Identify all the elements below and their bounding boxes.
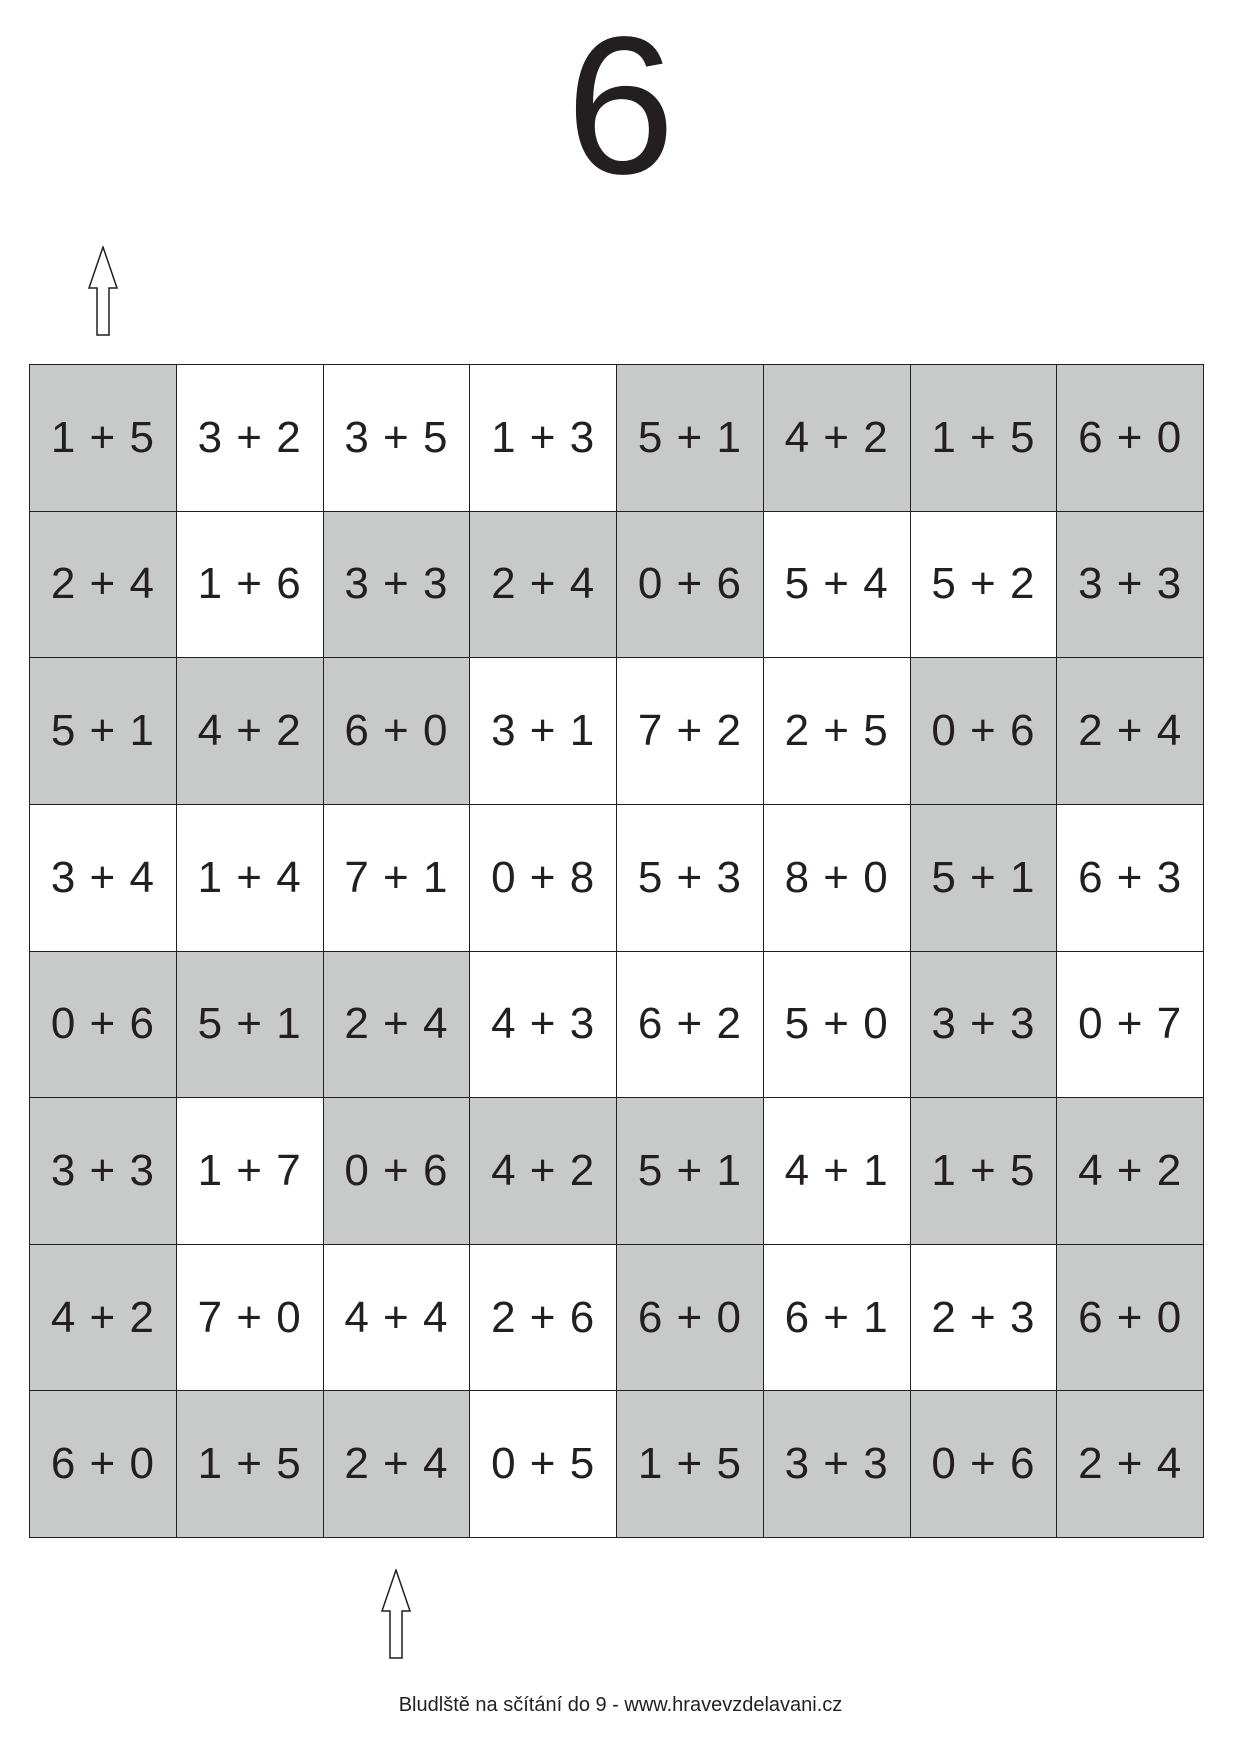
maze-cell[interactable]: 8 + 0 <box>764 805 911 952</box>
maze-cell[interactable]: 5 + 1 <box>617 1098 764 1245</box>
maze-cell[interactable]: 2 + 3 <box>911 1245 1058 1392</box>
maze-cell[interactable]: 4 + 2 <box>470 1098 617 1245</box>
maze-cell[interactable]: 0 + 6 <box>911 1391 1058 1538</box>
maze-cell[interactable]: 3 + 3 <box>324 512 471 659</box>
maze-cell[interactable]: 5 + 1 <box>617 365 764 512</box>
maze-cell[interactable]: 0 + 5 <box>470 1391 617 1538</box>
maze-cell[interactable]: 1 + 5 <box>177 1391 324 1538</box>
maze-cell[interactable]: 6 + 0 <box>617 1245 764 1392</box>
footer-credit: Bludlště na sčítání do 9 - www.hravevzdelavani.cz <box>398 1694 843 1716</box>
maze-cell[interactable]: 6 + 3 <box>1057 805 1204 952</box>
maze-cell[interactable]: 4 + 2 <box>30 1245 177 1392</box>
maze-cell[interactable]: 1 + 3 <box>470 365 617 512</box>
maze-cell[interactable]: 3 + 5 <box>324 365 471 512</box>
maze-cell[interactable]: 6 + 0 <box>30 1391 177 1538</box>
maze-cell[interactable]: 6 + 0 <box>1057 365 1204 512</box>
maze-cell[interactable]: 5 + 2 <box>911 512 1058 659</box>
maze-cell[interactable]: 4 + 2 <box>177 658 324 805</box>
maze-cell[interactable]: 5 + 1 <box>177 952 324 1099</box>
maze-cell[interactable]: 1 + 7 <box>177 1098 324 1245</box>
maze-cell[interactable]: 3 + 3 <box>30 1098 177 1245</box>
maze-cell[interactable]: 4 + 2 <box>1057 1098 1204 1245</box>
target-number: 6 <box>565 0 675 215</box>
maze-cell[interactable]: 1 + 5 <box>617 1391 764 1538</box>
maze-cell[interactable]: 2 + 4 <box>324 1391 471 1538</box>
maze-cell[interactable]: 6 + 2 <box>617 952 764 1099</box>
maze-cell[interactable]: 0 + 6 <box>617 512 764 659</box>
maze-cell[interactable]: 0 + 6 <box>30 952 177 1099</box>
maze-cell[interactable]: 0 + 6 <box>324 1098 471 1245</box>
maze-grid <box>29 364 1204 1538</box>
maze-cell[interactable]: 7 + 1 <box>324 805 471 952</box>
maze-cell[interactable]: 1 + 5 <box>911 365 1058 512</box>
exit-arrow-icon <box>88 246 118 336</box>
maze-cell[interactable]: 3 + 4 <box>30 805 177 952</box>
maze-cell[interactable]: 6 + 0 <box>324 658 471 805</box>
maze-cell[interactable]: 3 + 2 <box>177 365 324 512</box>
maze-cell[interactable]: 5 + 4 <box>764 512 911 659</box>
maze-cell[interactable]: 3 + 1 <box>470 658 617 805</box>
maze-cell[interactable]: 4 + 3 <box>470 952 617 1099</box>
maze-cell[interactable]: 7 + 0 <box>177 1245 324 1392</box>
maze-cell[interactable]: 1 + 4 <box>177 805 324 952</box>
maze-cell[interactable]: 6 + 1 <box>764 1245 911 1392</box>
maze-cell[interactable]: 0 + 7 <box>1057 952 1204 1099</box>
maze-cell[interactable]: 4 + 4 <box>324 1245 471 1392</box>
maze-cell[interactable]: 2 + 6 <box>470 1245 617 1392</box>
maze-cell[interactable]: 3 + 3 <box>1057 512 1204 659</box>
maze-cell[interactable]: 3 + 3 <box>764 1391 911 1538</box>
maze-cell[interactable]: 2 + 4 <box>30 512 177 659</box>
maze-cell[interactable]: 2 + 4 <box>470 512 617 659</box>
maze-cell[interactable]: 2 + 4 <box>1057 658 1204 805</box>
maze-cell[interactable]: 2 + 4 <box>1057 1391 1204 1538</box>
start-arrow-icon <box>381 1569 411 1659</box>
maze-cell[interactable]: 0 + 6 <box>911 658 1058 805</box>
maze-cell[interactable]: 1 + 6 <box>177 512 324 659</box>
maze-cell[interactable]: 2 + 4 <box>324 952 471 1099</box>
maze-cell[interactable]: 1 + 5 <box>30 365 177 512</box>
maze-cell[interactable]: 7 + 2 <box>617 658 764 805</box>
maze-cell[interactable]: 4 + 1 <box>764 1098 911 1245</box>
maze-cell[interactable]: 5 + 1 <box>911 805 1058 952</box>
maze-cell[interactable]: 4 + 2 <box>764 365 911 512</box>
maze-cell[interactable]: 1 + 5 <box>911 1098 1058 1245</box>
maze-cell[interactable]: 5 + 3 <box>617 805 764 952</box>
maze-cell[interactable]: 0 + 8 <box>470 805 617 952</box>
maze-cell[interactable]: 5 + 0 <box>764 952 911 1099</box>
maze-cell[interactable]: 5 + 1 <box>30 658 177 805</box>
maze-cell[interactable]: 6 + 0 <box>1057 1245 1204 1392</box>
maze-cell[interactable]: 3 + 3 <box>911 952 1058 1099</box>
maze-cell[interactable]: 2 + 5 <box>764 658 911 805</box>
